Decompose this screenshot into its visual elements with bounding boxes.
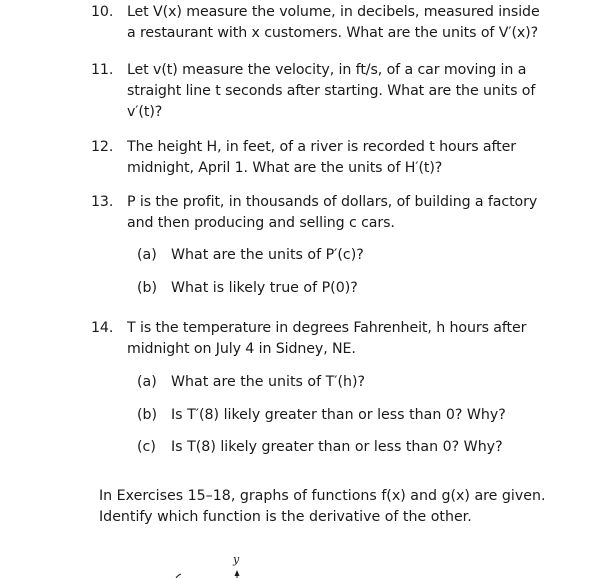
exercise-number: 14.: [91, 320, 114, 336]
exercise-line: v′(t)?: [127, 104, 163, 120]
part-text: Is T(8) likely greater than or less than 0? Why?: [171, 439, 503, 455]
exercise-line: Let V(x) measure the volume, in decibels, measured inside: [127, 4, 540, 20]
exercise-line: midnight on July 4 in Sidney, NE.: [127, 341, 356, 357]
exercise-line: and then producing and selling c cars.: [127, 215, 395, 231]
exercise-number: 13.: [91, 194, 114, 210]
part-text: What is likely true of P(0)?: [171, 280, 358, 296]
exercise-line: T is the temperature in degrees Fahrenheit, h hours after: [127, 320, 527, 336]
part-text: What are the units of T′(h)?: [171, 374, 366, 390]
curve-fragment: [176, 574, 181, 578]
intro-line: In Exercises 15–18, graphs of functions f(x) and g(x) are given.: [99, 488, 546, 504]
part-label: (c): [137, 439, 156, 455]
part-label: (a): [137, 247, 157, 263]
graph-y-axis-label: y: [233, 553, 240, 566]
exercise-number: 11.: [91, 62, 114, 78]
part-label: (b): [137, 280, 158, 296]
part-text: What are the units of P′(c)?: [171, 247, 364, 263]
exercise-line: midnight, April 1. What are the units of H′(t)?: [127, 160, 443, 176]
exercise-line: straight line t seconds after starting. What are the units of: [127, 83, 536, 99]
exercise-number: 10.: [91, 4, 114, 20]
exercise-number: 12.: [91, 139, 114, 155]
intro-line: Identify which function is the derivative of the other.: [99, 509, 472, 525]
exercise-line: Let v(t) measure the velocity, in ft/s, of a car moving in a: [127, 62, 527, 78]
y-axis-arrow-tip: [235, 570, 240, 576]
part-text: Is T′(8) likely greater than or less than 0? Why?: [171, 407, 506, 423]
exercise-line: P is the profit, in thousands of dollars, of building a factory: [127, 194, 538, 210]
exercise-line: a restaurant with x customers. What are the units of V′(x)?: [127, 25, 539, 41]
part-label: (b): [137, 407, 158, 423]
part-label: (a): [137, 374, 157, 390]
exercise-line: The height H, in feet, of a river is recorded t hours after: [127, 139, 516, 155]
